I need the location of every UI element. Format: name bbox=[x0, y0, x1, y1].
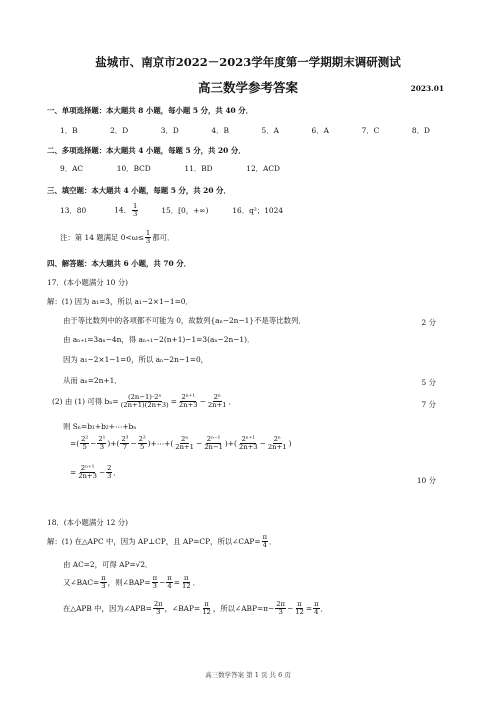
answer-4: 4．B bbox=[211, 126, 229, 135]
q17-line4: 因为 a₁−2×1−1=0，所以 aₙ−2n−1=0， bbox=[63, 355, 209, 364]
answer-5: 5．A bbox=[261, 126, 279, 135]
section4-heading: 四、解答题：本大题共 6 小题，共 70 分． bbox=[47, 259, 191, 268]
answer-7: 7．C bbox=[361, 126, 380, 135]
answer-15: 15．[0，+∞) bbox=[161, 205, 209, 215]
score-marker: 5 分 bbox=[421, 378, 436, 387]
score-marker: 10 分 bbox=[416, 476, 436, 485]
score-marker: 2 分 bbox=[421, 318, 436, 327]
answer-9: 9．AC bbox=[60, 164, 84, 173]
q17-line9: = $\frac{\text{2ⁿ⁺¹}}{2n+3}$ − $\frac{2}{3}$ ． bbox=[70, 464, 121, 481]
q18-heading: 18．(本小题满分 12 分) bbox=[47, 518, 129, 527]
section1-answers bbox=[60, 127, 430, 134]
answer-8: 8．D bbox=[411, 126, 430, 135]
q17-heading: 17．(本小题满分 10 分) bbox=[47, 278, 129, 287]
section2-heading: 二、多项选择题：本大题共 4 小题，每题 5 分，共 20 分． bbox=[47, 146, 246, 155]
q17-line6: (2) 由 (1) 可得 bₙ= $\frac{\text{(2n−1)·2ⁿ}}{(2n+1)(2n+3)}$ = $\frac{\text{2ⁿ⁺¹}}{2n+3}$ − $\frac{\text{2ⁿ}}{2n+1}$ ． bbox=[52, 393, 236, 410]
answer-14: 14． $\frac{1}{3}$ bbox=[114, 202, 138, 219]
answer-11: 11．BD bbox=[184, 164, 213, 173]
document-date: 2023.01 bbox=[410, 84, 444, 93]
q17-line2: 由于等比数列中的各项都不可能为 0，故数列{aₙ−2n−1}不是等比数列． bbox=[63, 316, 306, 325]
section3-heading: 三、填空题：本大题共 4 小题，每题 5 分，共 20 分． bbox=[47, 186, 231, 195]
answer-6: 6．A bbox=[311, 126, 329, 135]
answer-10: 10．BCD bbox=[116, 164, 151, 173]
answer-3: 3．D bbox=[160, 126, 179, 135]
section3-answers bbox=[60, 203, 283, 218]
q17-line3: 由 aₙ₊₁=3aₙ−4n，得 aₙ₊₁−2(n+1)−1=3(aₙ−2n−1)． bbox=[63, 335, 255, 344]
q18-line4: 在△APB 中，因为∠APB= $\frac{2\pi}{3}$ ，∠BAP= $\frac{\pi}{12}$ ，所以∠ABP=π− $\frac{2\pi}{3}$ − $\frac{\pi}{12}$ = $\frac{\pi}{4}$ ． bbox=[63, 600, 328, 617]
answer-16: 16．q²；1024 bbox=[232, 205, 284, 215]
answer-1: 1．B bbox=[60, 126, 78, 135]
q17-line5: 从而 aₙ=2n+1． bbox=[63, 376, 122, 385]
answer-12: 12．ACD bbox=[246, 164, 280, 173]
q18-line3: 又∠BAC= $\frac{\pi}{3}$ ，则∠BAP= $\frac{\pi}{3}$ − $\frac{\pi}{4}$ = $\frac{\pi}{12}$ ． bbox=[63, 574, 200, 591]
section1-heading: 一、单项选择题：本大题共 8 小题，每小题 5 分，共 40 分． bbox=[47, 106, 253, 115]
q17-line8: =( $\frac{\text{2²}}{5}$ − $\frac{\text{2¹}}{3}$ )+( $\frac{\text{2³}}{7}$ − $\frac{\text{2²}}{5}$ )+⋯+( $\frac{\text{2ⁿ}}{2n+1}$ − $\frac{\text{2ⁿ⁻¹}}{2n-1}$ )+( $\frac{\text{2ⁿ⁺¹}}{2n+3}$ − $\frac{\text{2ⁿ}}{2n+1}$ ) bbox=[70, 435, 292, 452]
q17-line1: 解：(1) 因为 a₁=3，所以 a₁−2×1−1=0． bbox=[47, 297, 193, 306]
q17-line7: 则 Sₙ=b₁+b₂+⋯+bₙ bbox=[63, 422, 137, 431]
section2-answers bbox=[60, 165, 280, 172]
section3-note: 注：第 14 题满足 0<ω≤ $\frac{1}{3}$ 都可． bbox=[60, 229, 175, 246]
answer-2: 2．D bbox=[110, 126, 129, 135]
answer-13: 13．80 bbox=[60, 205, 87, 215]
document-subtitle: 高三数学参考答案 bbox=[197, 80, 298, 95]
page-footer: 高三数学答案 第 1 页 共 6 页 bbox=[205, 671, 291, 679]
q18-line2: 由 AC=2，可得 AP=√2． bbox=[63, 560, 153, 569]
q18-line1: 解：(1) 在△APC 中，因为 AP⊥CP，且 AP=CP，所以∠CAP= $\frac{\pi}{4}$ ． bbox=[47, 533, 277, 550]
score-marker: 7 分 bbox=[421, 400, 436, 409]
document-title: 盐城市、南京市2022－2023学年度第一学期期末调研测试 bbox=[95, 55, 401, 69]
